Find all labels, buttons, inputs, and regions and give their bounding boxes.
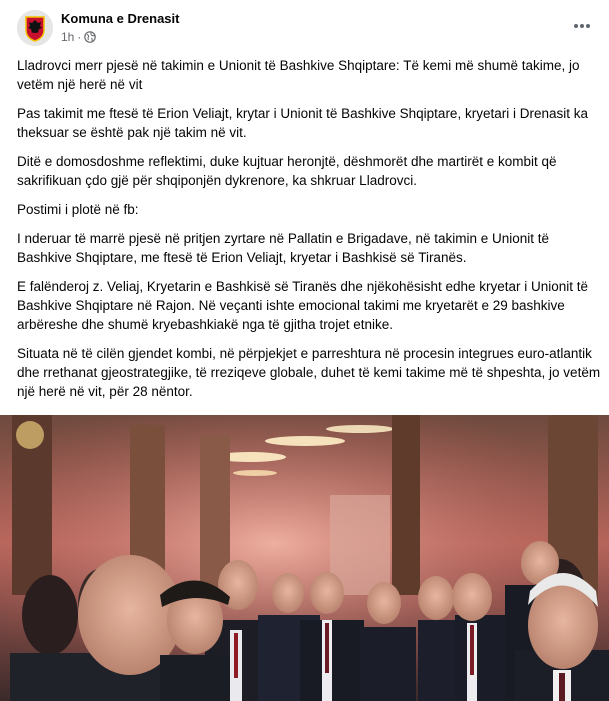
page-name[interactable]: Komuna e Drenasit: [61, 11, 180, 26]
post-meta: [61, 30, 96, 44]
more-horizontal-icon: [573, 23, 591, 29]
page-avatar[interactable]: [17, 10, 53, 46]
post-photo[interactable]: [0, 415, 609, 701]
post-text: [17, 56, 602, 459]
post-paragraph: Pas takimit me ftesë të Erion Veliajt, krytar i Unionit të Bashkive Shqiptare, kryetari i Drenasit ka theksuar se është pak një takim në vit.: [17, 106, 588, 140]
post-paragraph: I nderuar të marrë pjesë në pritjen zyrtare në Pallatin e Brigadave, në takimin e Unionit të Bashkive Shqiptare, me ftesë të Erion Veliajt, kryetar i Bashkisë së Tiranës.: [17, 231, 550, 265]
meta-separator: ·: [77, 30, 82, 44]
post-paragraph: E falënderoj z. Veliaj, Kryetarin e Bashkisë së Tiranës dhe njëkohësisht edhe kryetar i Unionit të Bashkive Shqiptare në Rajon. Në veçanti ishte emocional takimi me kryetarët e 29 bashkive arbëreshe dhe shumë kryebashkiakë nga të gjitha trojet etnike.: [17, 279, 589, 332]
post-header: [0, 0, 609, 52]
municipality-logo-icon: [17, 10, 53, 46]
globe-icon: [84, 31, 96, 43]
post-timestamp[interactable]: 1h: [61, 30, 75, 44]
more-options-button[interactable]: [566, 12, 598, 40]
post-paragraph: Ditë e domosdoshme reflektimi, duke kujtuar heronjtë, dëshmorët dhe martirët e kombit që sakrifikuan çdo gjë për shqiponjën dykrenore, ka shkruar Lladrovci.: [17, 154, 557, 188]
group-selfie-image: [0, 415, 609, 701]
post-paragraph: Postimi i plotë në fb:: [17, 202, 139, 217]
post-paragraph: Lladrovci merr pjesë në takimin e Unionit të Bashkive Shqiptare: Të kemi më shumë takime, jo vetëm një herë në vit: [17, 58, 580, 92]
post-paragraph: Situata në të cilën gjendet kombi, në përpjekjet e parreshtura në procesin integrues euro-atlantik dhe rrethanat gjeostrategjike, të rreziqeve globale, duhet të kemi takime më të shpeshta, jo vetëm një herë në vit, për 28 nëntor.: [17, 346, 601, 399]
